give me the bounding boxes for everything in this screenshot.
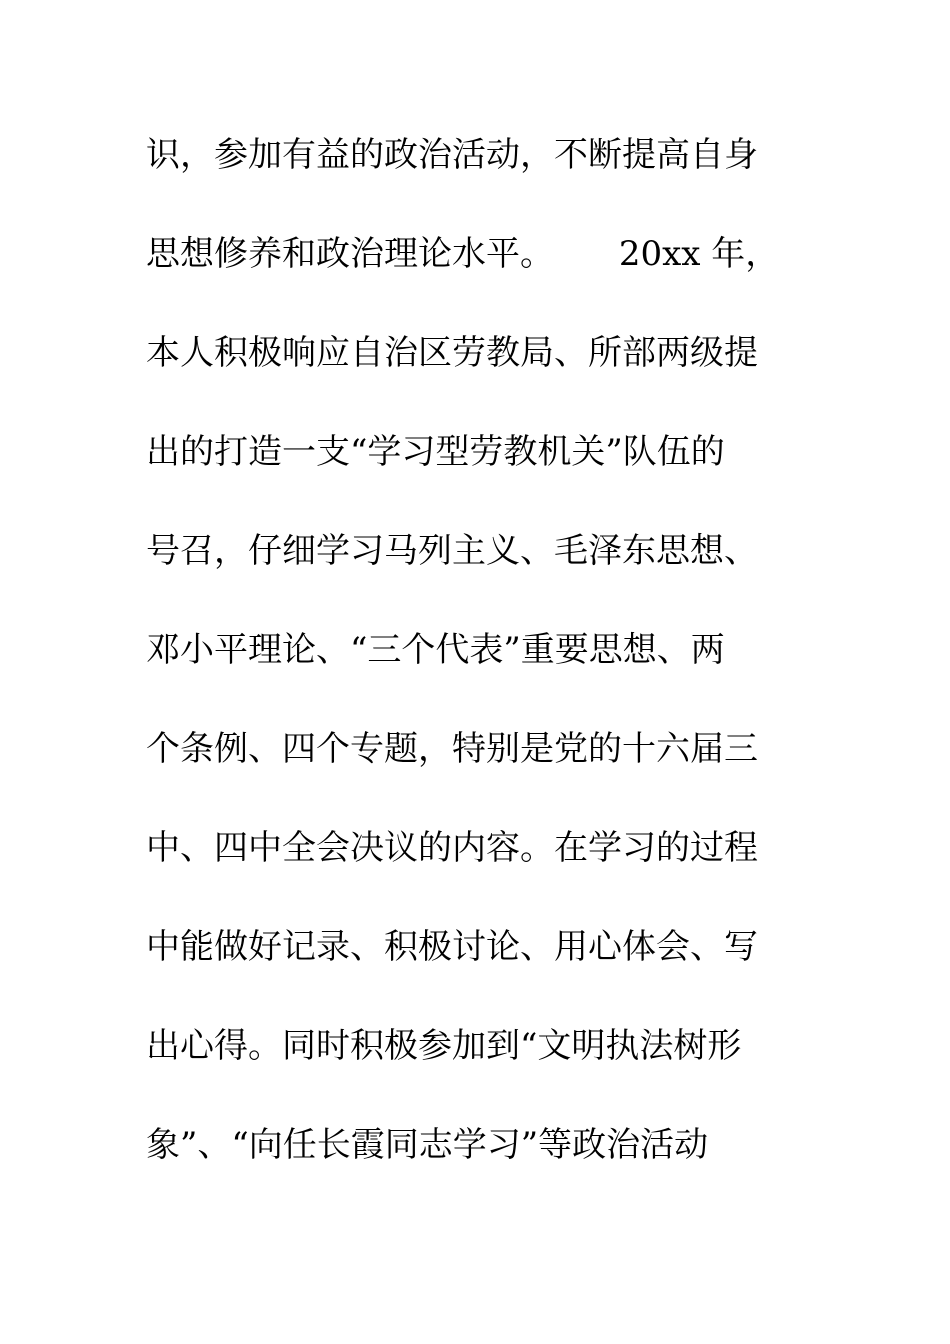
- text-line-7: 个条例、四个专题，特别是党的十六届三: [146, 729, 758, 769]
- text-line-6: 邓小平理论、“三个代表”重要思想、两: [146, 630, 725, 670]
- text-line-1: 识，参加有益的政治活动，不断提高自身: [146, 135, 758, 175]
- text-line-10: 出心得。同时积极参加到“文明执法树形: [146, 1026, 742, 1066]
- body-text: [146, 126, 806, 1215]
- text-line-3: 本人积极响应自治区劳教局、所部两级提: [146, 333, 758, 373]
- text-line-8: 中、四中全会决议的内容。在学习的过程: [146, 828, 758, 868]
- text-line-4: 出的打造一支“学习型劳教机关”队伍的: [146, 432, 725, 472]
- text-line-5: 号召，仔细学习马列主义、毛泽东思想、: [146, 531, 758, 571]
- text-line-2: 思想修养和政治理论水平。 20xx 年，: [146, 234, 780, 274]
- text-line-11: 象”、“向任长霞同志学习”等政治活动: [146, 1125, 709, 1165]
- text-line-9: 中能做好记录、积极讨论、用心体会、写: [146, 927, 758, 967]
